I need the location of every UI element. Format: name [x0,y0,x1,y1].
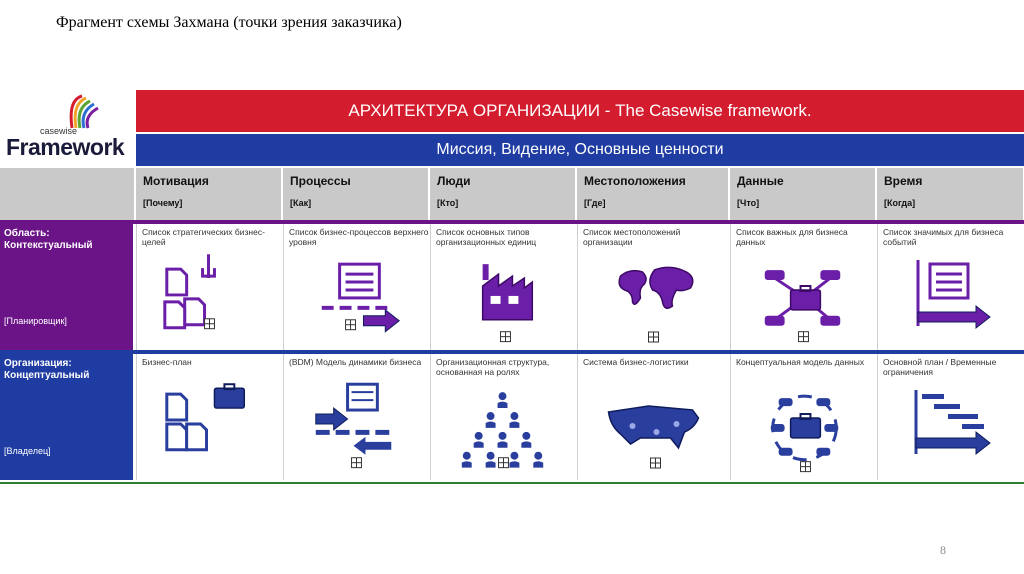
header-corner [0,168,134,220]
matrix-cell [730,354,876,480]
column-name: Данные [737,174,784,188]
matrix-cell [136,354,282,480]
matrix-cell [877,354,1024,480]
column-question: [Когда] [884,198,916,208]
matrix-cell [730,224,876,350]
architecture-title: АРХИТЕКТУРА ОРГАНИЗАЦИИ - The Casewise framework. [136,90,1024,132]
column-name: Местоположения [584,174,686,188]
column-header [136,168,281,220]
cell-description: (BDM) Модель динамики бизнеса [289,357,422,367]
cell-description: Организационная структура, основанная на ролях [436,357,550,377]
cell-description: Список основных типов организационных единиц [436,227,537,247]
matrix-cell [577,224,729,350]
column-question: [Кто] [437,198,459,208]
cell-description: Система бизнес-логистики [583,357,689,367]
slide-title: Фрагмент схемы Захмана (точки зрения заказчика) [56,14,402,31]
column-header [577,168,728,220]
bottom-rule [0,482,1024,484]
column-question: [Что] [737,198,760,208]
cell-description: Список значимых для бизнеса событий [883,227,1004,247]
column-header [283,168,428,220]
row-label-text: Организация: Концептуальный [4,358,90,381]
process-flow-icon [284,354,429,480]
page-number: 8 [940,543,946,557]
column-name: Мотивация [143,174,209,188]
logo-brand: casewise [40,126,78,136]
column-header [877,168,1023,220]
mission-banner: Миссия, Видение, Основные ценности [136,134,1024,166]
cell-description: Список стратегических бизнес-целей [142,227,265,247]
row-label-conceptual [0,354,133,480]
row-role: [Планировщик] [4,316,67,326]
row-role: [Владелец] [4,446,51,456]
matrix-cell [577,354,729,480]
row-label-text: Область: Контекстуальный [4,228,93,251]
column-name: Люди [437,174,471,188]
column-question: [Где] [584,198,606,208]
matrix-cell [136,224,282,350]
row-label-contextual [0,224,133,350]
matrix-cell [283,224,429,350]
usa-map-icon [578,354,729,480]
cell-description: Основной план / Временные ограничения [883,357,997,377]
column-name: Процессы [290,174,351,188]
cell-description: Бизнес-план [142,357,192,367]
logo-product: Framework [6,134,125,160]
cell-description: Список местоположений организации [583,227,681,247]
column-question: [Как] [290,198,312,208]
matrix-cell [877,224,1024,350]
column-question: [Почему] [143,198,183,208]
column-header [730,168,875,220]
matrix-cell [430,354,576,480]
cell-description: Концептуальная модель данных [736,357,865,367]
matrix-cell [283,354,429,480]
matrix-cell [430,224,576,350]
column-header [430,168,575,220]
data-cycle-icon [731,354,876,480]
documents-briefcase-icon [137,354,282,480]
cell-description: Список бизнес-процессов верхнего уровня [289,227,429,247]
cell-description: Список важных для бизнеса данных [736,227,848,247]
casewise-framework-diagram [0,88,1024,488]
column-name: Время [884,174,923,188]
framework-logo [0,88,134,169]
